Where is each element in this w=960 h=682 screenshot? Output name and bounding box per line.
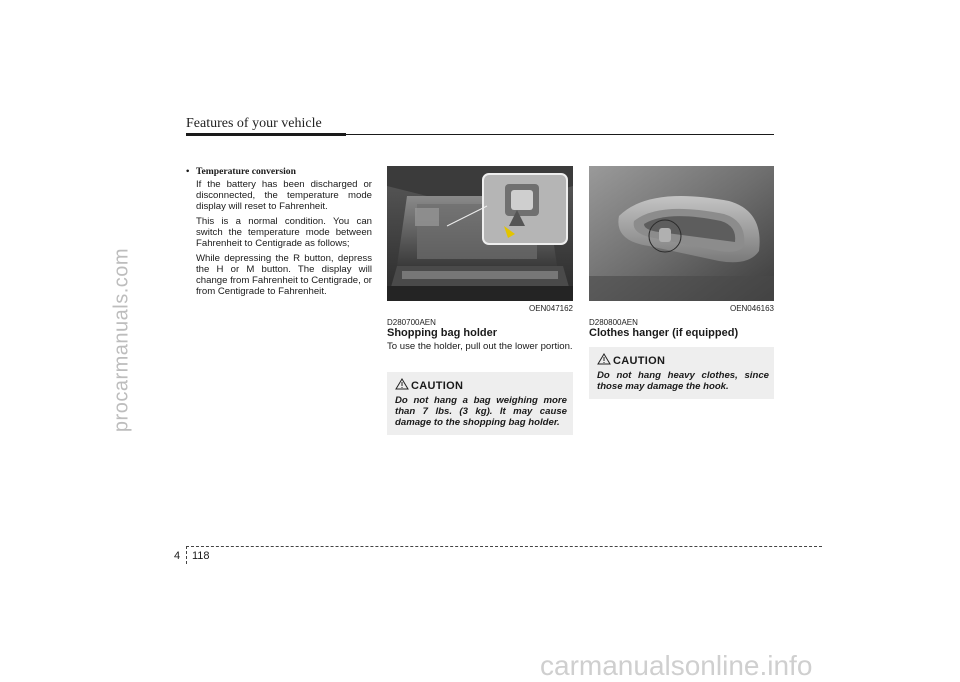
section-body: To use the holder, pull out the lower portion. — [387, 341, 573, 352]
footer-divider — [186, 546, 187, 564]
chapter-number: 4 — [174, 550, 181, 562]
image-code-caption: OEN046163 — [729, 304, 774, 313]
warning-triangle-icon — [395, 378, 409, 390]
caution-text: Do not hang a bag weighing more than 7 lbs. (3 kg). It may cause damage to the shopping bag holder. — [395, 395, 567, 428]
image-code-caption: OEN047162 — [528, 304, 573, 313]
section-header-title: Features of your vehicle — [186, 116, 322, 131]
section-code: D280700AEN — [387, 318, 436, 327]
paragraph: While depressing the R button, depress the H or M button. The display will change from Fahrenheit to Centigrade, or from Centigrade to Fahrenheit. — [196, 253, 372, 297]
section-code: D280800AEN — [589, 318, 638, 327]
temperature-conversion-section — [186, 166, 372, 301]
clothes-hanger-photo — [589, 166, 774, 301]
caution-text: Do not hang heavy clothes, since those may damage the hook. — [597, 370, 769, 392]
caution-title: CAUTION — [613, 355, 666, 367]
header-rule-thin — [346, 134, 774, 135]
paragraph: This is a normal condition. You can switch the temperature mode between Fahrenheit to Centigrade as follows; — [196, 216, 372, 249]
caution-title: CAUTION — [411, 380, 464, 392]
section-heading: Clothes hanger (if equipped) — [589, 327, 739, 339]
shopping-bag-holder-photo — [387, 166, 573, 301]
section-heading: Shopping bag holder — [387, 327, 497, 339]
footer-rule — [186, 546, 822, 547]
bullet-heading: • Temperature conversion — [186, 166, 296, 177]
bottom-watermark: carmanualsonline.info — [540, 650, 813, 681]
warning-triangle-icon — [597, 353, 611, 365]
caution-box — [387, 372, 573, 435]
side-watermark: procarmanuals.com — [110, 247, 133, 433]
caution-box — [589, 347, 774, 399]
bullet-icon: • — [186, 166, 190, 177]
page-number: 118 — [192, 550, 210, 562]
header-rule-thick — [186, 133, 346, 136]
paragraph: If the battery has been discharged or disconnected, the temperature mode display will reset to Fahrenheit. — [196, 179, 372, 212]
